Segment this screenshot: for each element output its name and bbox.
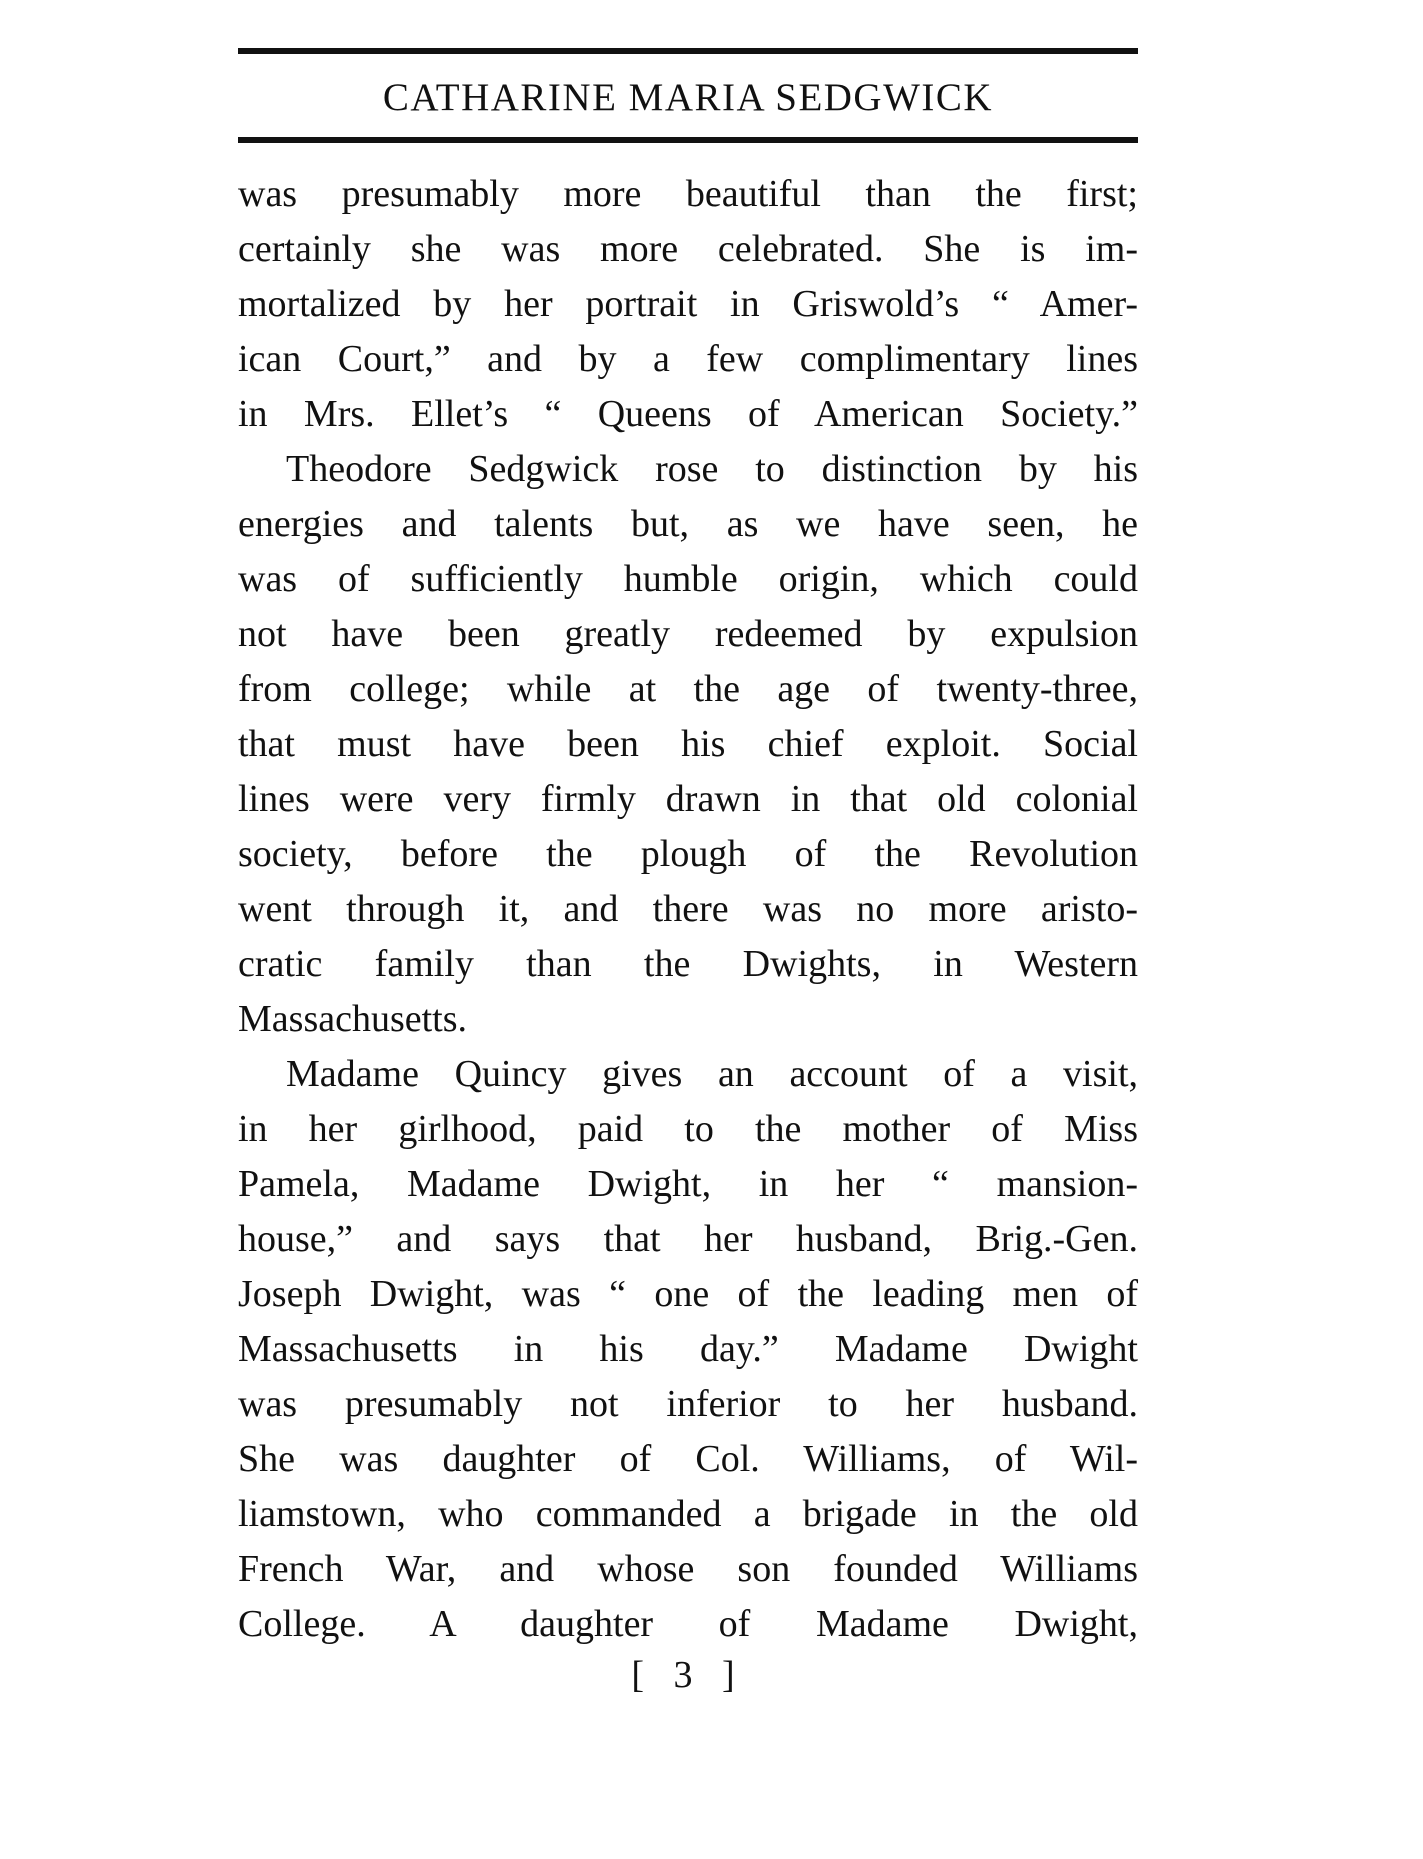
text-line: society, before the plough of the Revolution: [238, 833, 1138, 875]
text-line: that must have been his chief exploit. Social: [238, 723, 1138, 765]
text-line: cratic family than the Dwights, in Western: [238, 943, 1138, 985]
text-line: certainly she was more celebrated. She is im-: [238, 228, 1138, 270]
running-title: CATHARINE MARIA SEDGWICK: [382, 76, 994, 119]
page: [238, 48, 1138, 1696]
text-line: energies and talents but, as we have seen, he: [238, 503, 1138, 545]
text-line: Pamela, Madame Dwight, in her “ mansion-: [238, 1163, 1138, 1205]
text-line: was presumably not inferior to her husband.: [238, 1383, 1138, 1425]
text-line: ican Court,” and by a few complimentary lines: [238, 338, 1138, 380]
text-line: Madame Quincy gives an account of a visit,: [286, 1053, 1138, 1095]
text-line: was presumably more beautiful than the first;: [238, 173, 1138, 215]
text-line: was of sufficiently humble origin, which could: [238, 558, 1138, 600]
header-bottom-rule: [238, 137, 1138, 143]
body-text: [238, 167, 1138, 1652]
text-line: Massachusetts.: [238, 998, 468, 1040]
text-line: She was daughter of Col. Williams, of Wil-: [238, 1438, 1138, 1480]
text-line: Joseph Dwight, was “ one of the leading men of: [238, 1273, 1138, 1315]
text-line: Massachusetts in his day.” Madame Dwight: [238, 1328, 1138, 1370]
text-line: French War, and whose son founded Williams: [238, 1548, 1138, 1590]
text-line: in Mrs. Ellet’s “ Queens of American Society.”: [238, 393, 1138, 435]
text-line: not have been greatly redeemed by expulsion: [238, 613, 1138, 655]
text-line: mortalized by her portrait in Griswold’s “ Amer-: [238, 283, 1138, 325]
text-line: went through it, and there was no more aristo-: [238, 888, 1138, 930]
text-line: lines were very firmly drawn in that old colonial: [238, 778, 1138, 820]
page-number: [ 3 ]: [631, 1654, 745, 1696]
text-line: from college; while at the age of twenty-three,: [238, 668, 1138, 710]
text-line: Theodore Sedgwick rose to distinction by his: [286, 448, 1138, 490]
text-line: house,” and says that her husband, Brig.-Gen.: [238, 1218, 1138, 1260]
text-line: College. A daughter of Madame Dwight,: [238, 1603, 1138, 1645]
text-line: in her girlhood, paid to the mother of Miss: [238, 1108, 1138, 1150]
text-line: liamstown, who commanded a brigade in the old: [238, 1493, 1138, 1535]
